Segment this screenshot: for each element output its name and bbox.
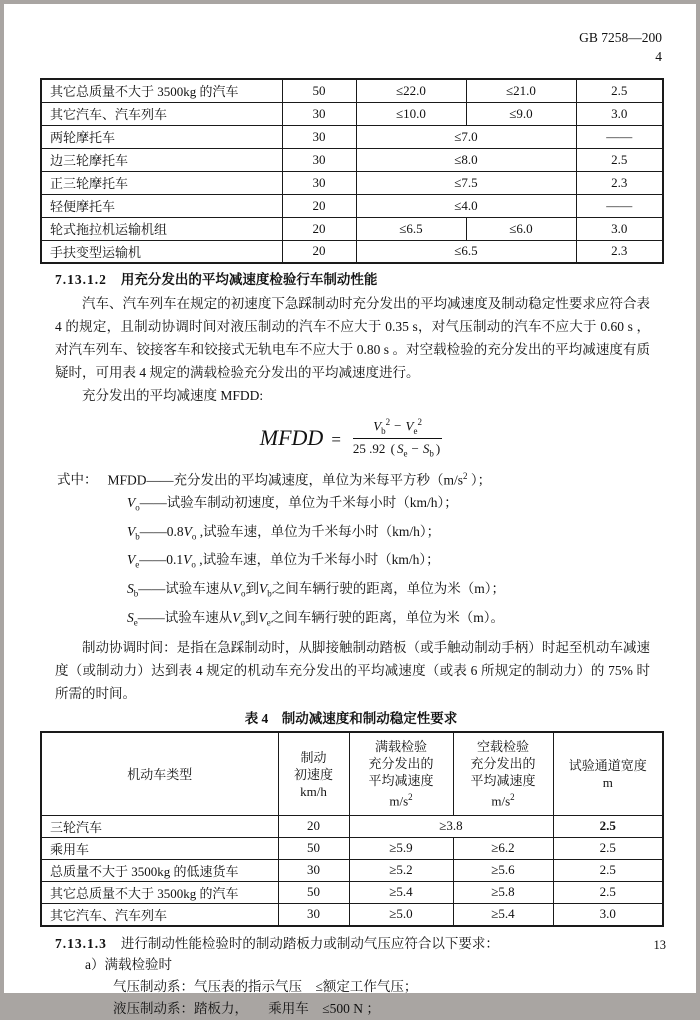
lane-width-cell: 3.0 [553, 903, 663, 926]
decel-merged-cell: ≤7.5 [356, 171, 576, 194]
empty-load-decel-cell: ≥5.6 [453, 859, 553, 881]
full-load-decel-cell: ≥5.4 [349, 881, 453, 903]
initial-speed-cell: 30 [278, 903, 349, 926]
vehicle-type-cell: 总质量不大于 3500kg 的低速货车 [41, 859, 278, 881]
table-row [41, 815, 663, 837]
initial-speed-cell: 50 [282, 79, 356, 102]
definition-ve: $V_e——0.1V_o$ ,试验车速，单位为千米每小时（km/h）； [127, 552, 440, 571]
lane-width-cell: 2.5 [576, 148, 663, 171]
lane-width-cell: 2.5 [553, 815, 663, 837]
column-header-full-load-decel: 满载检验 充分发出的 平均减速度 $m/s^2$ [349, 732, 453, 815]
table-row [41, 79, 663, 102]
page-number: 13 [653, 938, 666, 952]
air-brake-requirement: 气压制动系：气压表的指示气压 ≤额定工作气压； [113, 978, 418, 994]
initial-speed-cell: 30 [282, 148, 356, 171]
initial-speed-cell: 50 [278, 881, 349, 903]
empty-load-decel-cell: ≥6.2 [453, 837, 553, 859]
initial-speed-cell: 30 [282, 125, 356, 148]
lane-width-cell: 2.5 [576, 79, 663, 102]
table-row [41, 125, 663, 148]
decel-merged-cell: ≤8.0 [356, 148, 576, 171]
vehicle-type-cell: 其它汽车、汽车列车 [41, 102, 282, 125]
lane-width-cell: 2.5 [553, 859, 663, 881]
document-page [4, 4, 696, 1016]
vehicle-type-cell: 轻便摩托车 [41, 194, 282, 217]
vehicle-type-cell: 三轮汽车 [41, 815, 278, 837]
formula-numerator: $V_b^2 - V_e^2$ [353, 417, 442, 439]
formula-lhs: MFDD = [259, 424, 341, 450]
formula-lead-line: 充分发出的平均减速度 MFDD: [82, 388, 264, 403]
hydraulic-brake-requirement: 液压制动系：踏板力， 乘用车 ≤500 N ； [113, 1000, 380, 1016]
table-row [41, 194, 663, 217]
definition-vb: $V_b——0.8V_o$ ,试验车速，单位为千米每小时（km/h）； [127, 523, 441, 542]
table-row [41, 859, 663, 881]
vehicle-type-cell: 轮式拖拉机运输机组 [41, 217, 282, 240]
table-row [41, 102, 663, 125]
clause-number: 7.13.1.3 [55, 935, 107, 951]
decel-merged-cell: ≥3.8 [349, 815, 553, 837]
full-load-decel-cell: ≥5.9 [349, 837, 453, 859]
vehicle-type-cell: 正三轮摩托车 [41, 171, 282, 194]
definition-sb: $S_b——$试验车速从$V_o$到$V_b$之间车辆行驶的距离，单位为米（m）； [127, 581, 506, 599]
full-load-decel-cell: ≤22.0 [356, 79, 466, 102]
definition-mfdd: 式中： MFDD——充分发出的平均减速度，单位为米每平方秒（$m/s^2$ ）； [57, 470, 492, 488]
braking-table-continued [40, 78, 664, 264]
initial-speed-cell: 20 [278, 815, 349, 837]
clause-title: 用充分发出的平均减速度检验行车制动性能 [120, 272, 378, 287]
page-header [40, 28, 662, 66]
clause-text: 进行制动性能检验时的制动踏板力或制动气压应符合以下要求： [120, 935, 499, 951]
vehicle-type-cell: 手扶变型运输机 [41, 240, 282, 263]
empty-load-decel-cell: ≤9.0 [466, 102, 576, 125]
mfdd-formula [40, 417, 662, 459]
initial-speed-cell: 50 [278, 837, 349, 859]
column-header-lane-width: 试验通道宽度 m [553, 732, 663, 815]
definition-vo: $V_o——$试验车制动初速度，单位为千米每小时（km/h）； [127, 495, 458, 513]
standard-code: GB 7258—200 [579, 30, 662, 45]
vehicle-type-cell: 边三轮摩托车 [41, 148, 282, 171]
standard-code-wrap: 4 [655, 49, 662, 64]
table-row [41, 881, 663, 903]
full-load-decel-cell: ≥5.2 [349, 859, 453, 881]
decel-merged-cell: ≤4.0 [356, 194, 576, 217]
vehicle-type-cell: 其它汽车、汽车列车 [41, 903, 278, 926]
vehicle-type-cell: 乘用车 [41, 837, 278, 859]
clause-7-13-1-2-heading [55, 270, 650, 290]
clause-7-13-1-3-heading [55, 933, 650, 954]
clause-number: 7.13.1.2 [55, 272, 107, 287]
formula-definitions [40, 465, 662, 635]
initial-speed-cell: 30 [282, 171, 356, 194]
formula-denominator: 25 .92 ( $S_e - S_b$ ) [352, 440, 441, 459]
table-row [41, 148, 663, 171]
initial-speed-cell: 20 [282, 217, 356, 240]
table-header-row [41, 732, 663, 815]
table-row [41, 837, 663, 859]
table-row [41, 171, 663, 194]
vehicle-type-cell: 两轮摩托车 [41, 125, 282, 148]
lane-width-cell: 3.0 [576, 102, 663, 125]
initial-speed-cell: 20 [282, 240, 356, 263]
vehicle-type-cell: 其它总质量不大于 3500kg 的汽车 [41, 881, 278, 903]
decel-merged-cell: ≤7.0 [356, 125, 576, 148]
column-header-initial-speed: 制动 初速度 km/h [278, 732, 349, 815]
clause-paragraph-1: 汽车、汽车列车在规定的初速度下急踩制动时充分发出的平均减速度及制动稳定性要求应符合表 4 的规定，且制动协调时间对液压制动的汽车不应大于 0.35 s，对气压制动的汽车不应大于 0.60 s ，对汽车列车、铰接客车和铰接式无轨电车不应大于 0.80 s 。对空载检验的充分发出的平均减速度有质疑时，可用表 4 规定的满载检验充分发出的平均减速度进行。 [55, 296, 650, 380]
full-load-decel-cell: ≥5.0 [349, 903, 453, 926]
lane-width-cell: —— [576, 194, 663, 217]
definition-se: $S_e——$试验车速从$V_o$到$V_e$之间车辆行驶的距离，单位为米（m）。 [127, 609, 505, 628]
initial-speed-cell: 30 [282, 102, 356, 125]
lane-width-cell: —— [576, 125, 663, 148]
column-header-vehicle-type: 机动车类型 [41, 732, 278, 815]
empty-load-decel-cell: ≥5.4 [453, 903, 553, 926]
lane-width-cell: 2.3 [576, 171, 663, 194]
full-load-decel-cell: ≤10.0 [356, 102, 466, 125]
empty-load-decel-cell: ≥5.8 [453, 881, 553, 903]
decel-merged-cell: ≤6.5 [356, 240, 576, 263]
table-4-caption: 表 4 制动减速度和制动稳定性要求 [244, 711, 458, 727]
table-row [41, 217, 663, 240]
lane-width-cell: 2.5 [553, 881, 663, 903]
table-4-braking-requirements [40, 731, 664, 926]
empty-load-decel-cell: ≤21.0 [466, 79, 576, 102]
column-header-empty-load-decel: 空载检验 充分发出的 平均减速度 $m/s^2$ [453, 732, 553, 815]
vehicle-type-cell: 其它总质量不大于 3500kg 的汽车 [41, 79, 282, 102]
initial-speed-cell: 30 [278, 859, 349, 881]
table-row [41, 240, 663, 263]
formula-fraction [353, 417, 442, 459]
empty-load-decel-cell: ≤6.0 [466, 217, 576, 240]
initial-speed-cell: 20 [282, 194, 356, 217]
lane-width-cell: 2.5 [553, 837, 663, 859]
table-row [41, 903, 663, 926]
full-load-decel-cell: ≤6.5 [356, 217, 466, 240]
clause-paragraph-2: 制动协调时间：是指在急踩制动时，从脚接触制动踏板（或手触动制动手柄）时起至机动车减速度（或制动力）达到表 4 规定的机动车充分发出的平均减速度（或表 6 所规定的制动力）的 75% 时所需的时间。 [55, 640, 650, 702]
lane-width-cell: 3.0 [576, 217, 663, 240]
list-item-a: a）满载检验时 [85, 956, 172, 972]
lane-width-cell: 2.3 [576, 240, 663, 263]
